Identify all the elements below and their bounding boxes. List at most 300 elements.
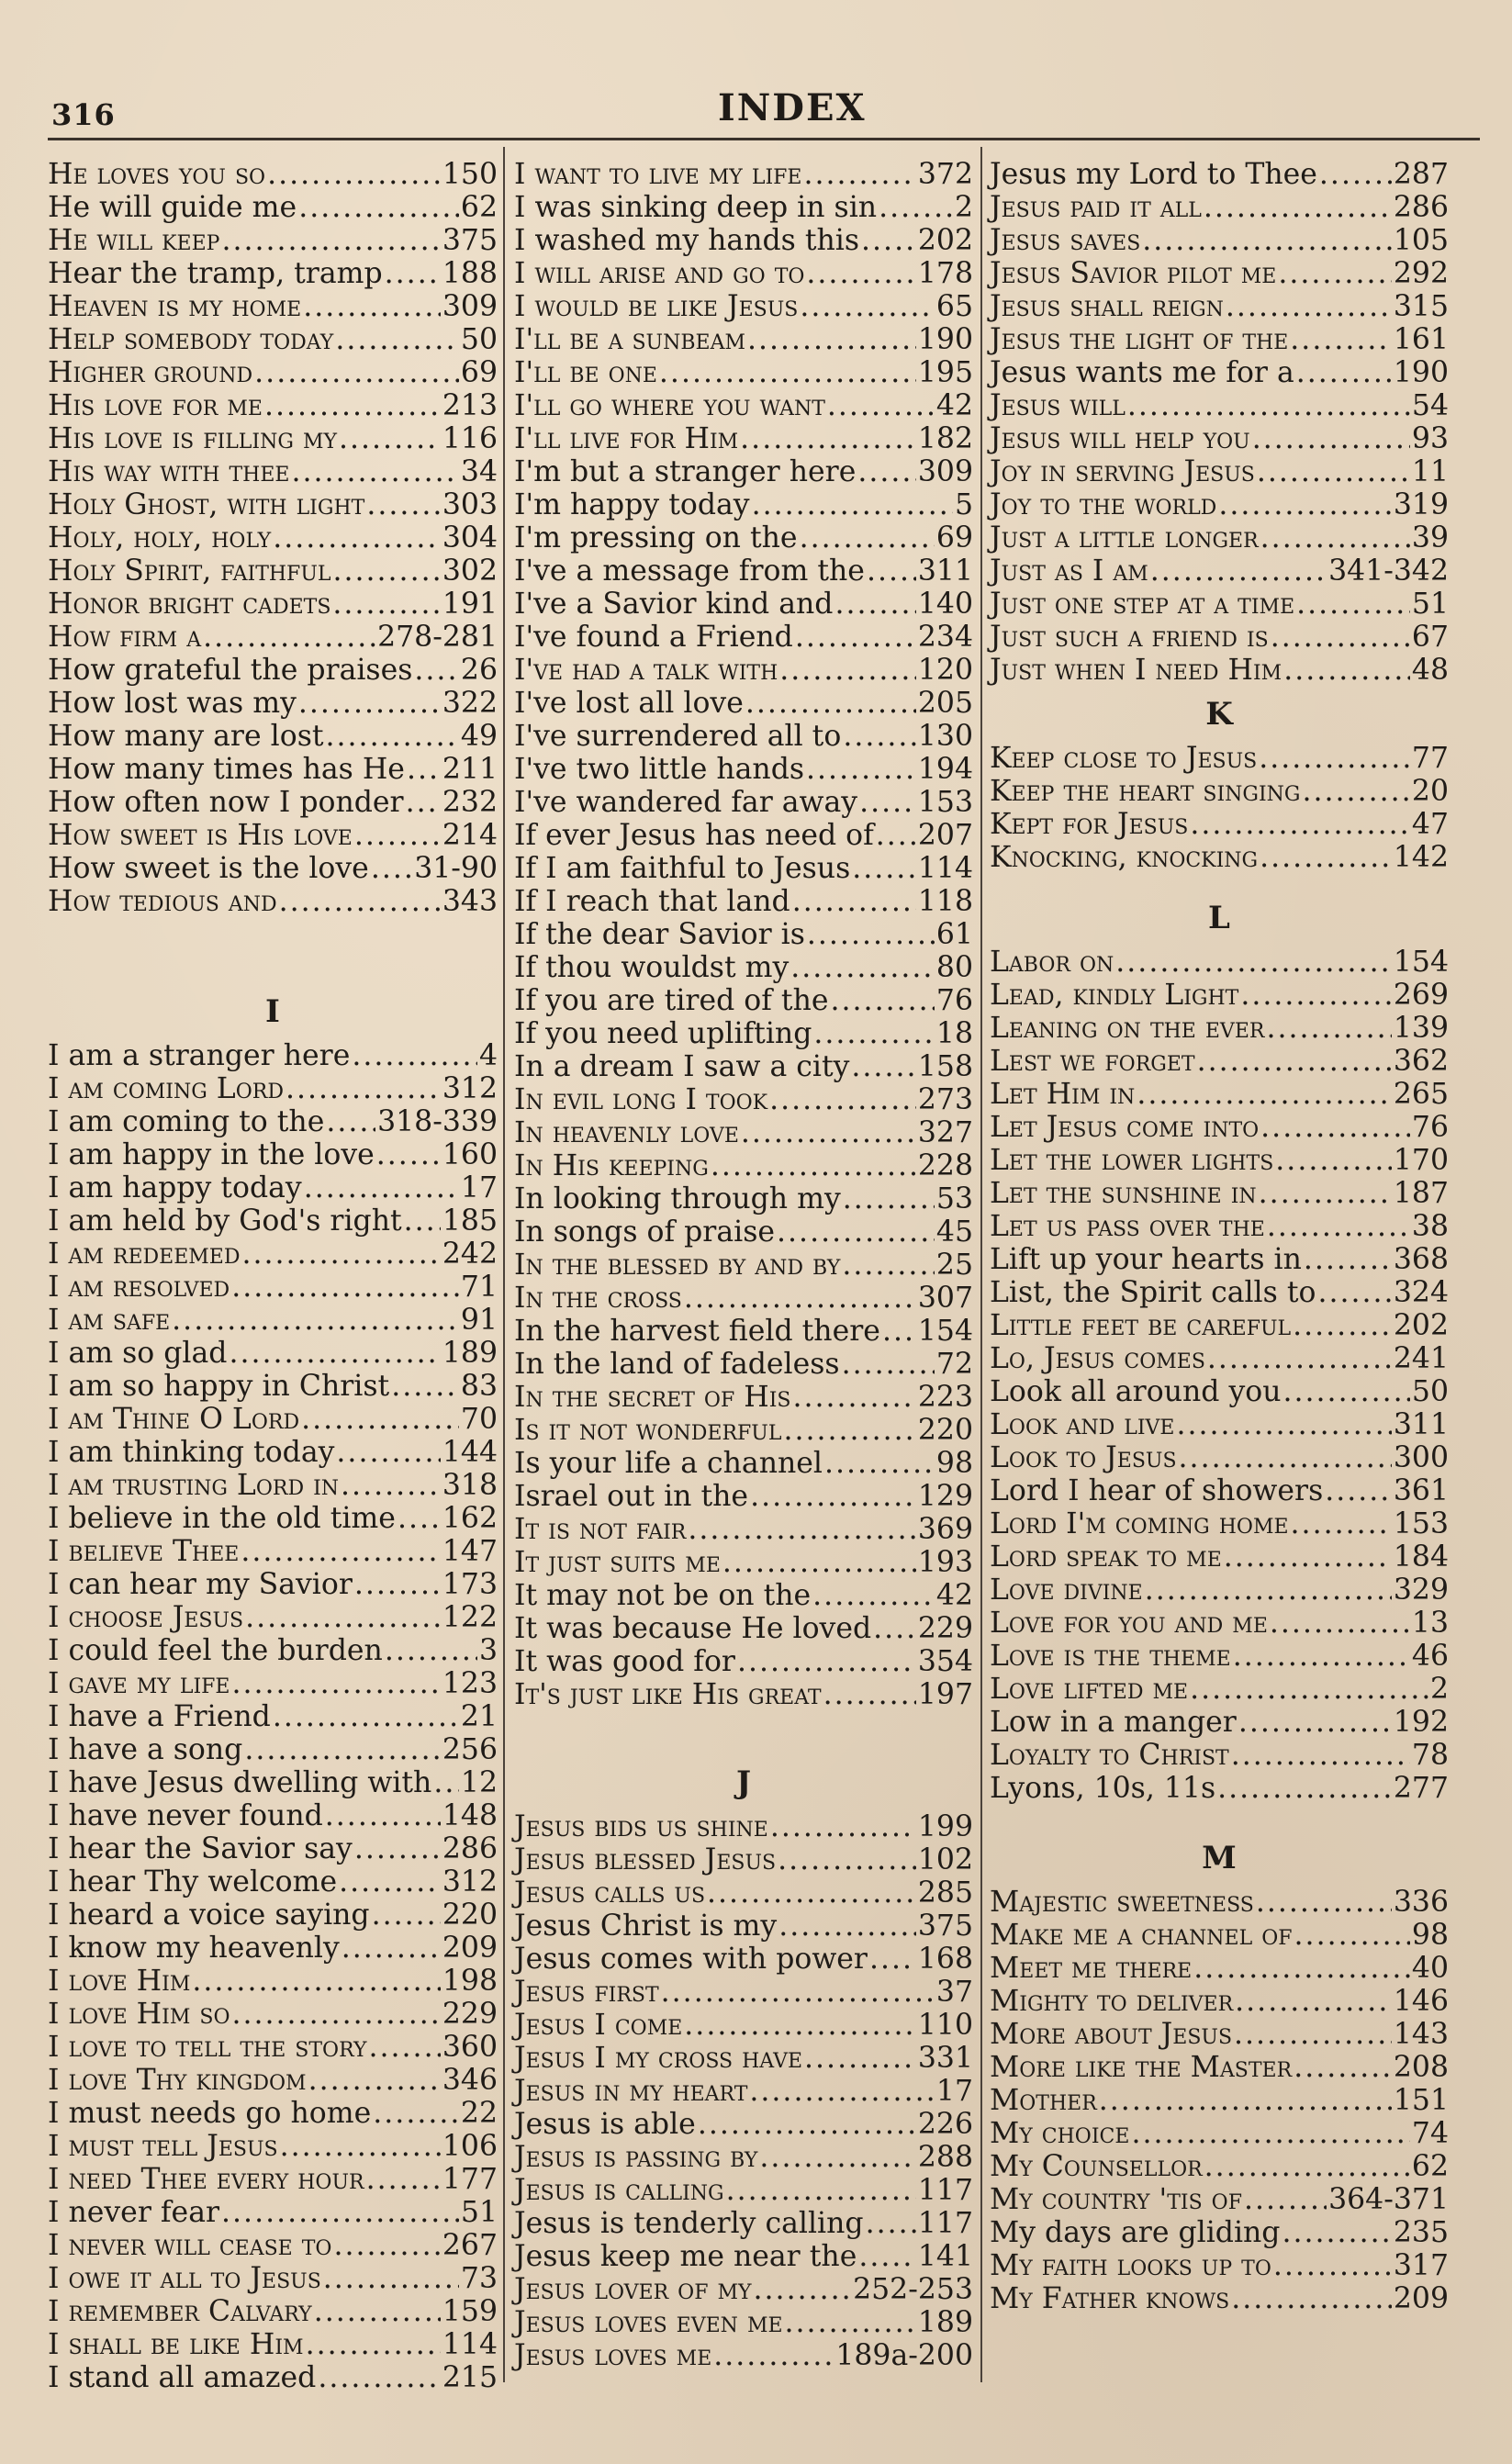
dot-leader: [1127, 389, 1410, 422]
index-entry: [990, 1210, 1449, 1243]
index-entry: [990, 1375, 1449, 1408]
column-divider: [503, 147, 505, 2382]
dot-leader: [1325, 1474, 1392, 1507]
entry-title: He loves you so: [48, 158, 266, 191]
index-entry: [48, 158, 498, 191]
entry-title: Jesus calls us: [514, 1876, 706, 1910]
dot-leader: [778, 1843, 916, 1876]
index-entry: [48, 1337, 498, 1370]
entry-page-number: 361: [1393, 1474, 1449, 1507]
dot-leader: [366, 2163, 441, 2196]
index-entry: [990, 1144, 1449, 1177]
entry-title: I will arise and go to: [514, 257, 805, 290]
entry-title: Jesus lover of my: [514, 2273, 752, 2306]
index-entry: [48, 1072, 498, 1105]
dot-leader: [203, 621, 375, 654]
entry-page-number: 129: [917, 1480, 973, 1513]
entry-page-number: 122: [442, 1601, 498, 1634]
index-entry: [48, 224, 498, 257]
dot-leader: [1231, 2282, 1392, 2315]
entry-title: In the land of fadeless: [514, 1348, 840, 1381]
entry-page-number: 343: [442, 885, 498, 918]
entry-title: My country 'tis of: [990, 2183, 1242, 2216]
entry-title: I gave my life: [48, 1667, 230, 1700]
entry-page-number: 191: [442, 588, 498, 621]
entry-title: I am coming to the: [48, 1105, 325, 1138]
header-rule: [48, 138, 1480, 140]
dot-leader: [823, 1678, 916, 1711]
section-gap: [990, 1805, 1449, 1831]
index-entry: [48, 2229, 498, 2262]
index-entry: [514, 158, 973, 191]
index-entry: [990, 1919, 1449, 1952]
entry-title: Israel out in the: [514, 1480, 749, 1513]
index-entry: [48, 2163, 498, 2196]
dot-leader: [303, 290, 441, 323]
dot-leader: [861, 224, 916, 257]
entry-page-number: 277: [1393, 1772, 1449, 1805]
entry-title: Holy, holy, holy: [48, 521, 272, 554]
entry-page-number: 362: [1393, 1045, 1449, 1078]
entry-title: Jesus is calling: [514, 2174, 724, 2207]
index-entry: [48, 1865, 498, 1898]
index-entry: [48, 191, 498, 224]
entry-title: I would be like Jesus: [514, 290, 799, 323]
entry-title: Let us pass over the: [990, 1210, 1265, 1243]
entry-title: Hear the tramp, tramp: [48, 257, 383, 290]
index-entry: [990, 2150, 1449, 2183]
index-entry: [990, 742, 1449, 775]
dot-leader: [335, 323, 459, 356]
index-entry: [48, 1502, 498, 1535]
entry-page-number: 302: [442, 554, 498, 588]
entry-title: I am Thine O Lord: [48, 1403, 300, 1436]
index-entry: [514, 1050, 973, 1083]
index-entry: [48, 455, 498, 488]
index-entry: [48, 1271, 498, 1304]
dot-leader: [684, 1282, 916, 1315]
index-entry: [48, 2196, 498, 2229]
dot-leader: [831, 984, 935, 1017]
entry-title: Jesus bids us shine: [514, 1810, 768, 1843]
entry-page-number: 226: [917, 2108, 973, 2141]
entry-page-number: 146: [1393, 1985, 1449, 2018]
section-letter-heading: K: [1205, 696, 1233, 733]
dot-leader: [1257, 455, 1410, 488]
dot-leader: [1231, 1739, 1410, 1772]
entry-page-number: 360: [442, 2031, 498, 2064]
entry-title: I am resolved: [48, 1271, 230, 1304]
dot-leader: [800, 521, 935, 554]
entry-page-number: 65: [935, 290, 973, 323]
entry-title: How often now I ponder: [48, 786, 404, 819]
dot-leader: [1293, 1309, 1392, 1342]
entry-title: If the dear Savior is: [514, 918, 805, 951]
entry-page-number: 229: [917, 1612, 973, 1645]
dot-leader: [323, 2262, 459, 2295]
entry-title: Keep the heart singing: [990, 775, 1301, 808]
entry-title: If you are tired of the: [514, 984, 829, 1017]
index-entry: [514, 1645, 973, 1678]
index-entry: [990, 1045, 1449, 1078]
entry-page-number: 189: [442, 1337, 498, 1370]
entry-title: I have a Friend: [48, 1700, 271, 1733]
entry-title: It's just like His great: [514, 1678, 822, 1711]
entry-page-number: 192: [1393, 1706, 1449, 1739]
index-entry: [990, 422, 1449, 455]
entry-title: I am so happy in Christ: [48, 1370, 390, 1403]
index-entry: [48, 2328, 498, 2361]
page-number: 316: [51, 97, 116, 132]
index-entry: [990, 1540, 1449, 1574]
entry-title: Jesus loves even me: [514, 2306, 783, 2339]
entry-page-number: 229: [442, 1998, 498, 2031]
entry-page-number: 38: [1411, 1210, 1449, 1243]
entry-page-number: 178: [917, 257, 973, 290]
entry-page-number: 77: [1411, 742, 1449, 775]
entry-page-number: 50: [460, 323, 498, 356]
dot-leader: [339, 422, 441, 455]
entry-title: In the harvest field there: [514, 1315, 880, 1348]
entry-title: I've lost all love: [514, 687, 744, 720]
entry-page-number: 116: [442, 422, 498, 455]
entry-page-number: 18: [935, 1017, 973, 1050]
entry-page-number: 197: [917, 1678, 973, 1711]
index-entry: [48, 389, 498, 422]
section-letter-heading: J: [735, 1764, 752, 1801]
dot-leader: [326, 720, 459, 753]
dot-leader: [1278, 257, 1392, 290]
index-entry: [990, 488, 1449, 521]
dot-leader: [231, 1998, 440, 2031]
entry-page-number: 215: [442, 2361, 498, 2394]
dot-leader: [745, 687, 916, 720]
dot-leader: [231, 1271, 459, 1304]
entry-title: I'm pressing on the: [514, 521, 798, 554]
index-entry: [514, 654, 973, 687]
entry-page-number: 147: [442, 1535, 498, 1568]
entry-title: Lo, Jesus comes: [990, 1342, 1205, 1375]
index-entry: [514, 720, 973, 753]
entry-page-number: 318: [442, 1469, 498, 1502]
index-entry: [514, 1678, 973, 1711]
entry-title: Joy to the world: [990, 488, 1217, 521]
index-entry: [990, 2282, 1449, 2315]
entry-page-number: 51: [460, 2196, 498, 2229]
entry-page-number: 11: [1411, 455, 1449, 488]
entry-title: Jesus I my cross have: [514, 2042, 803, 2075]
entry-page-number: 208: [1393, 2051, 1449, 2084]
entry-title: Just such a friend is: [990, 621, 1269, 654]
entry-page-number: 303: [442, 488, 498, 521]
entry-page-number: 190: [1393, 356, 1449, 389]
entry-page-number: 39: [1411, 521, 1449, 554]
dot-leader: [698, 2108, 916, 2141]
index-entry: [990, 521, 1449, 554]
entry-page-number: 336: [1393, 1886, 1449, 1919]
entry-page-number: 42: [935, 389, 973, 422]
entry-page-number: 117: [917, 2207, 973, 2240]
entry-page-number: 62: [460, 191, 498, 224]
entry-title: I shall be like Him: [48, 2328, 304, 2361]
index-entry: [990, 455, 1449, 488]
page-header: [48, 81, 1480, 145]
entry-page-number: 311: [917, 554, 973, 588]
entry-page-number: 267: [442, 2229, 498, 2262]
entry-page-number: 309: [442, 290, 498, 323]
index-entry: [990, 389, 1449, 422]
entry-page-number: 118: [917, 885, 973, 918]
entry-title: Jesus Savior pilot me: [990, 257, 1277, 290]
entry-title: In a dream I saw a city: [514, 1050, 850, 1083]
entry-page-number: 207: [917, 819, 973, 852]
entry-title: Jesus loves me: [514, 2339, 712, 2372]
entry-title: I am thinking today: [48, 1436, 335, 1469]
dot-leader: [659, 356, 916, 389]
entry-page-number: 51: [1411, 588, 1449, 621]
dot-leader: [1099, 2084, 1392, 2117]
entry-page-number: 71: [460, 1271, 498, 1304]
entry-page-number: 37: [935, 1976, 973, 2009]
dot-leader: [882, 1315, 916, 1348]
entry-title: Jesus comes with power: [514, 1943, 868, 1976]
entry-page-number: 202: [1393, 1309, 1449, 1342]
dot-leader: [385, 1634, 477, 1667]
index-entry: [990, 1640, 1449, 1673]
entry-page-number: 202: [917, 224, 973, 257]
index-entry: [514, 2240, 973, 2273]
index-entry: [514, 1083, 973, 1116]
index-entry: [48, 1238, 498, 1271]
index-entry: [48, 1039, 498, 1072]
entry-page-number: 189a-200: [835, 2339, 973, 2372]
index-entry: [990, 775, 1449, 808]
dot-leader: [280, 2130, 441, 2163]
entry-title: I am coming Lord: [48, 1072, 284, 1105]
dot-leader: [711, 1149, 916, 1182]
dot-leader: [1234, 2018, 1392, 2051]
index-entry: [48, 1932, 498, 1965]
dot-leader: [792, 885, 916, 918]
index-entry: [514, 1480, 973, 1513]
index-entry: [514, 852, 973, 885]
entry-page-number: 61: [935, 918, 973, 951]
page-title: INDEX: [718, 86, 867, 129]
entry-page-number: 273: [917, 1083, 973, 1116]
entry-title: In heavenly love: [514, 1116, 739, 1149]
entry-page-number: 154: [917, 1315, 973, 1348]
entry-page-number: 130: [917, 720, 973, 753]
entry-title: If I am faithful to Jesus: [514, 852, 851, 885]
entry-title: Jesus keep me near the: [514, 2240, 857, 2273]
entry-title: In His keeping: [514, 1149, 709, 1182]
entry-title: I want to live my life: [514, 158, 802, 191]
index-entry: [514, 2339, 973, 2372]
dot-leader: [843, 720, 916, 753]
dot-leader: [661, 1976, 935, 2009]
index-entry: [48, 786, 498, 819]
dot-leader: [1190, 1673, 1428, 1706]
dot-leader: [406, 786, 441, 819]
dot-leader: [779, 654, 916, 687]
entry-title: I never fear: [48, 2196, 220, 2229]
index-entry: [48, 323, 498, 356]
dot-leader: [857, 455, 916, 488]
entry-page-number: 53: [935, 1182, 973, 1215]
dot-leader: [813, 1017, 935, 1050]
dot-leader: [264, 389, 441, 422]
entry-title: It is not fair: [514, 1513, 687, 1546]
index-column-2: [514, 158, 973, 2372]
dot-leader: [769, 1083, 916, 1116]
index-entry: [514, 1017, 973, 1050]
dot-leader: [722, 1546, 916, 1579]
entry-title: I'm happy today: [514, 488, 750, 521]
index-entry: [48, 422, 498, 455]
entry-page-number: 83: [460, 1370, 498, 1403]
dot-leader: [1176, 1408, 1391, 1441]
dot-leader: [1319, 158, 1392, 191]
dot-leader: [1260, 841, 1392, 874]
entry-page-number: 161: [1393, 323, 1449, 356]
index-entry: [990, 979, 1449, 1012]
entry-title: I am a stranger here: [48, 1039, 351, 1072]
entry-page-number: 324: [1393, 1276, 1449, 1309]
dot-leader: [876, 819, 916, 852]
index-entry: [990, 2117, 1449, 2150]
entry-title: Majestic sweetness: [990, 1886, 1254, 1919]
index-entry: [48, 588, 498, 621]
index-entry: [514, 1810, 973, 1843]
index-entry: [990, 257, 1449, 290]
entry-title: Is your life a channel: [514, 1447, 823, 1480]
entry-page-number: 141: [917, 2240, 973, 2273]
entry-page-number: 91: [460, 1304, 498, 1337]
dot-leader: [1204, 191, 1392, 224]
dot-leader: [1145, 1574, 1392, 1607]
dot-leader: [376, 1138, 441, 1171]
dot-leader: [792, 1381, 915, 1414]
dot-leader: [304, 1171, 459, 1204]
entry-title: Let Jesus come into: [990, 1111, 1260, 1144]
dot-leader: [244, 1733, 441, 1766]
index-entry: [990, 1276, 1449, 1309]
entry-title: My faith looks up to: [990, 2249, 1271, 2282]
dot-leader: [783, 1414, 915, 1447]
index-entry: [514, 819, 973, 852]
dot-leader: [795, 621, 916, 654]
entry-page-number: 17: [935, 2075, 973, 2108]
dot-leader: [806, 257, 915, 290]
entry-page-number: 190: [917, 323, 973, 356]
index-entry: [514, 2042, 973, 2075]
dot-leader: [851, 1050, 915, 1083]
index-entry: [990, 1739, 1449, 1772]
entry-title: Higher ground: [48, 356, 253, 389]
index-entry: [48, 2361, 498, 2394]
dot-leader: [298, 687, 441, 720]
dot-leader: [834, 588, 915, 621]
dot-leader: [803, 158, 915, 191]
entry-title: I'll be one: [514, 356, 657, 389]
dot-leader: [354, 819, 441, 852]
index-entry: [990, 1706, 1449, 1739]
index-entry: [990, 1309, 1449, 1342]
entry-page-number: 194: [917, 753, 973, 786]
entry-title: Let Him in: [990, 1078, 1136, 1111]
dot-leader: [1273, 2249, 1392, 2282]
entry-page-number: 211: [442, 753, 498, 786]
index-entry: [48, 2262, 498, 2295]
index-column-1: [48, 158, 498, 2394]
entry-page-number: 45: [935, 1215, 973, 1249]
index-entry: [48, 1535, 498, 1568]
entry-title: Honor bright cadets: [48, 588, 331, 621]
entry-title: I stand all amazed: [48, 2361, 317, 2394]
dot-leader: [391, 1370, 459, 1403]
entry-page-number: 20: [1411, 775, 1449, 808]
dot-leader: [398, 1502, 441, 1535]
entry-page-number: 139: [1393, 1012, 1449, 1045]
index-entry: [514, 1414, 973, 1447]
dot-leader: [859, 786, 916, 819]
entry-title: It just suits me: [514, 1546, 721, 1579]
entry-page-number: 40: [1411, 1952, 1449, 1985]
dot-leader: [707, 1876, 916, 1910]
index-entry: [514, 1315, 973, 1348]
dot-leader: [740, 422, 916, 455]
entry-page-number: 189: [917, 2306, 973, 2339]
entry-title: Jesus I come: [514, 2009, 683, 2042]
dot-leader: [1291, 1507, 1392, 1540]
entry-page-number: 329: [1393, 1574, 1449, 1607]
dot-leader: [684, 2009, 916, 2042]
entry-title: My Counsellor: [990, 2150, 1203, 2183]
entry-page-number: 67: [1411, 621, 1449, 654]
entry-title: Lord I'm coming home: [990, 1507, 1289, 1540]
dot-leader: [332, 554, 440, 588]
dot-leader: [1259, 742, 1410, 775]
entry-title: I've wandered far away: [514, 786, 858, 819]
index-entry: [514, 1513, 973, 1546]
index-entry: [990, 2249, 1449, 2282]
index-entry: [48, 1898, 498, 1932]
index-entry: [514, 422, 973, 455]
dot-leader: [1304, 1243, 1392, 1276]
dot-leader: [747, 323, 916, 356]
dot-leader: [254, 356, 459, 389]
dot-leader: [354, 1568, 441, 1601]
entry-page-number: 142: [1393, 841, 1449, 874]
entry-title: Labor on: [990, 946, 1114, 979]
entry-page-number: 300: [1393, 1441, 1449, 1474]
entry-page-number: 234: [917, 621, 973, 654]
entry-page-number: 105: [1393, 224, 1449, 257]
index-entry: [514, 356, 973, 389]
dot-leader: [371, 852, 412, 885]
entry-title: I choose Jesus: [48, 1601, 244, 1634]
entry-page-number: 150: [442, 158, 498, 191]
dot-leader: [385, 257, 441, 290]
dot-leader: [866, 2207, 916, 2240]
entry-title: More like the Master: [990, 2051, 1293, 2084]
entry-page-number: 54: [1411, 389, 1449, 422]
entry-page-number: 220: [917, 1414, 973, 1447]
entry-title: I've a message from the: [514, 554, 865, 588]
entry-page-number: 307: [917, 1282, 973, 1315]
dot-leader: [1233, 1640, 1410, 1673]
entry-page-number: 173: [442, 1568, 498, 1601]
